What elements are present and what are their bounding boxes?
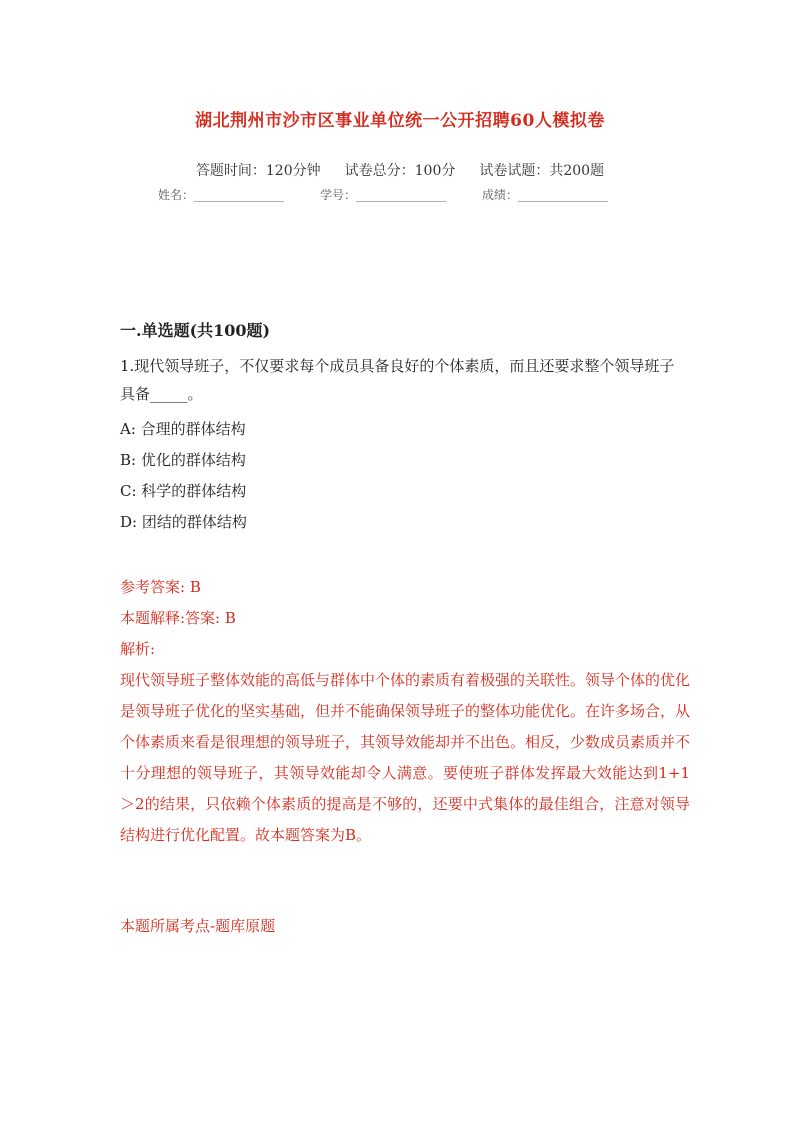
exam-meta (0, 160, 800, 180)
reference-answer: 参考答案: B (120, 578, 201, 596)
question-text: 1.现代领导班子，不仅要求每个成员具备良好的个体素质，而且还要求整个领导班子具备_____。 (120, 357, 675, 403)
candidate-fields (158, 186, 678, 203)
exam-total-score: 试卷总分：100分 (344, 163, 456, 179)
section-title: 一.单选题(共100题) (120, 321, 271, 340)
topic-footer: 本题所属考点-题库原题 (120, 917, 276, 935)
option-b: B: 优化的群体结构 (120, 451, 246, 469)
explanation-text: 现代领导班子整体效能的高低与群体中个体的素质有着极强的关联性。领导个体的优化是领导班子优化的坚实基础，但并不能确保领导班子的整体功能优化。在许多场合，从个体素质来看是很理想的领导班子，其领导效能却并不出色。相反，少数成员素质并不十分理想的领导班子，其领导效能却令人满意。要使班子群体发挥最大效能达到1+1＞2的结果，只依赖个体素质的提高是不够的，还要中式集体的最佳组合，注意对领导结构进行优化配置。故本题答案为B。 (120, 671, 691, 844)
explanation-header: 本题解释:答案: B (120, 609, 236, 627)
option-c: C: 科学的群体结构 (120, 482, 247, 500)
exam-time: 答题时间：120分钟 (195, 163, 321, 179)
exam-question-count: 试卷试题：共200题 (479, 163, 605, 179)
document-title: 湖北荆州市沙市区事业单位统一公开招聘60人模拟卷 (195, 111, 605, 131)
student-id-field: 学号：_______________ (320, 188, 447, 202)
score-field: 成绩：_______________ (482, 188, 609, 202)
analysis-label: 解析: (120, 640, 156, 658)
option-d: D: 团结的群体结构 (120, 513, 247, 531)
option-a: A: 合理的群体结构 (120, 420, 246, 438)
question-options (120, 414, 680, 538)
name-field: 姓名：_______________ (158, 188, 285, 202)
answer-block (120, 572, 690, 665)
